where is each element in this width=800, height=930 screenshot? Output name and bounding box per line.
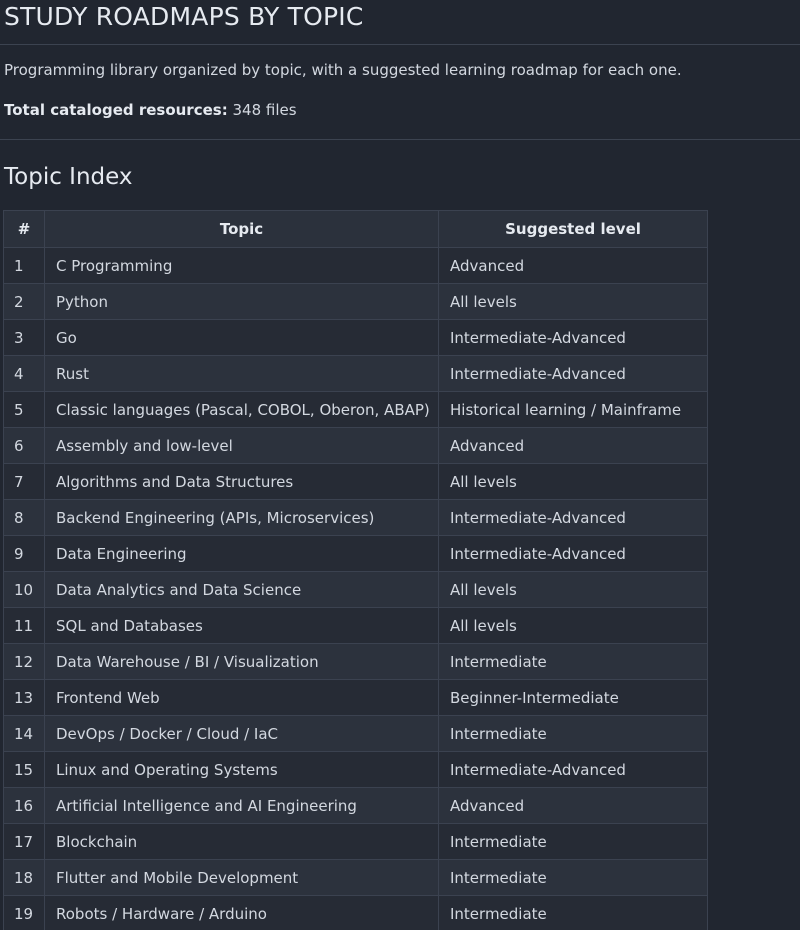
cell-level: Advanced bbox=[439, 788, 708, 824]
page-title: STUDY ROADMAPS BY TOPIC bbox=[4, 2, 364, 31]
table-row bbox=[4, 680, 708, 716]
table-row bbox=[4, 608, 708, 644]
table-row bbox=[4, 500, 708, 536]
cell-topic: Data Warehouse / BI / Visualization bbox=[45, 644, 439, 680]
cell-topic: Python bbox=[45, 284, 439, 320]
cell-number: 9 bbox=[4, 536, 45, 572]
table-row bbox=[4, 320, 708, 356]
table-row bbox=[4, 284, 708, 320]
cell-level: Intermediate bbox=[439, 860, 708, 896]
cell-level: Historical learning / Mainframe bbox=[439, 392, 708, 428]
cell-number: 7 bbox=[4, 464, 45, 500]
page-description: Programming library organized by topic, with a suggested learning roadmap for each one. bbox=[4, 61, 682, 79]
section-heading: Topic Index bbox=[4, 164, 133, 190]
cell-level: All levels bbox=[439, 464, 708, 500]
table-row bbox=[4, 644, 708, 680]
column-header-level: Suggested level bbox=[439, 211, 708, 248]
table-row bbox=[4, 536, 708, 572]
cell-number: 10 bbox=[4, 572, 45, 608]
cell-number: 15 bbox=[4, 752, 45, 788]
cell-number: 5 bbox=[4, 392, 45, 428]
table-row bbox=[4, 896, 708, 930]
cell-number: 16 bbox=[4, 788, 45, 824]
cell-topic: Data Engineering bbox=[45, 536, 439, 572]
cell-level: Intermediate-Advanced bbox=[439, 752, 708, 788]
cell-topic: Rust bbox=[45, 356, 439, 392]
cell-level: All levels bbox=[439, 572, 708, 608]
cell-topic: Assembly and low-level bbox=[45, 428, 439, 464]
cell-number: 8 bbox=[4, 500, 45, 536]
cell-level: Intermediate bbox=[439, 644, 708, 680]
table-row bbox=[4, 788, 708, 824]
cell-level: Intermediate bbox=[439, 896, 708, 930]
total-resources-label: Total cataloged resources: bbox=[4, 101, 228, 119]
section-divider bbox=[0, 139, 800, 140]
table-row bbox=[4, 860, 708, 896]
total-resources-value: 348 files bbox=[232, 101, 297, 119]
table-row bbox=[4, 824, 708, 860]
table-row bbox=[4, 716, 708, 752]
table-header-row bbox=[4, 211, 708, 248]
table-row bbox=[4, 356, 708, 392]
table-row bbox=[4, 248, 708, 284]
cell-level: Intermediate bbox=[439, 824, 708, 860]
cell-number: 14 bbox=[4, 716, 45, 752]
cell-topic: Blockchain bbox=[45, 824, 439, 860]
cell-level: Advanced bbox=[439, 428, 708, 464]
cell-topic: Algorithms and Data Structures bbox=[45, 464, 439, 500]
cell-level: All levels bbox=[439, 608, 708, 644]
cell-topic: Flutter and Mobile Development bbox=[45, 860, 439, 896]
table-row bbox=[4, 428, 708, 464]
cell-number: 2 bbox=[4, 284, 45, 320]
cell-number: 12 bbox=[4, 644, 45, 680]
cell-level: Intermediate-Advanced bbox=[439, 320, 708, 356]
cell-level: Intermediate-Advanced bbox=[439, 536, 708, 572]
cell-topic: SQL and Databases bbox=[45, 608, 439, 644]
topic-index-table bbox=[3, 210, 708, 930]
cell-number: 19 bbox=[4, 896, 45, 930]
cell-topic: Artificial Intelligence and AI Engineering bbox=[45, 788, 439, 824]
column-header-number: # bbox=[4, 211, 45, 248]
cell-level: Advanced bbox=[439, 248, 708, 284]
cell-level: Intermediate-Advanced bbox=[439, 500, 708, 536]
cell-topic: Classic languages (Pascal, COBOL, Oberon, ABAP) bbox=[45, 392, 439, 428]
cell-number: 4 bbox=[4, 356, 45, 392]
table-row bbox=[4, 752, 708, 788]
cell-topic: Go bbox=[45, 320, 439, 356]
title-divider bbox=[0, 44, 800, 45]
cell-level: Beginner-Intermediate bbox=[439, 680, 708, 716]
table-row bbox=[4, 572, 708, 608]
cell-level: Intermediate bbox=[439, 716, 708, 752]
cell-number: 3 bbox=[4, 320, 45, 356]
cell-topic: Linux and Operating Systems bbox=[45, 752, 439, 788]
cell-topic: C Programming bbox=[45, 248, 439, 284]
column-header-topic: Topic bbox=[45, 211, 439, 248]
cell-number: 11 bbox=[4, 608, 45, 644]
cell-topic: Backend Engineering (APIs, Microservices) bbox=[45, 500, 439, 536]
cell-number: 17 bbox=[4, 824, 45, 860]
cell-number: 6 bbox=[4, 428, 45, 464]
cell-topic: Frontend Web bbox=[45, 680, 439, 716]
cell-number: 18 bbox=[4, 860, 45, 896]
cell-number: 1 bbox=[4, 248, 45, 284]
cell-level: All levels bbox=[439, 284, 708, 320]
cell-number: 13 bbox=[4, 680, 45, 716]
cell-level: Intermediate-Advanced bbox=[439, 356, 708, 392]
cell-topic: Data Analytics and Data Science bbox=[45, 572, 439, 608]
cell-topic: Robots / Hardware / Arduino bbox=[45, 896, 439, 930]
table-row bbox=[4, 392, 708, 428]
total-resources bbox=[4, 101, 297, 119]
table-row bbox=[4, 464, 708, 500]
cell-topic: DevOps / Docker / Cloud / IaC bbox=[45, 716, 439, 752]
